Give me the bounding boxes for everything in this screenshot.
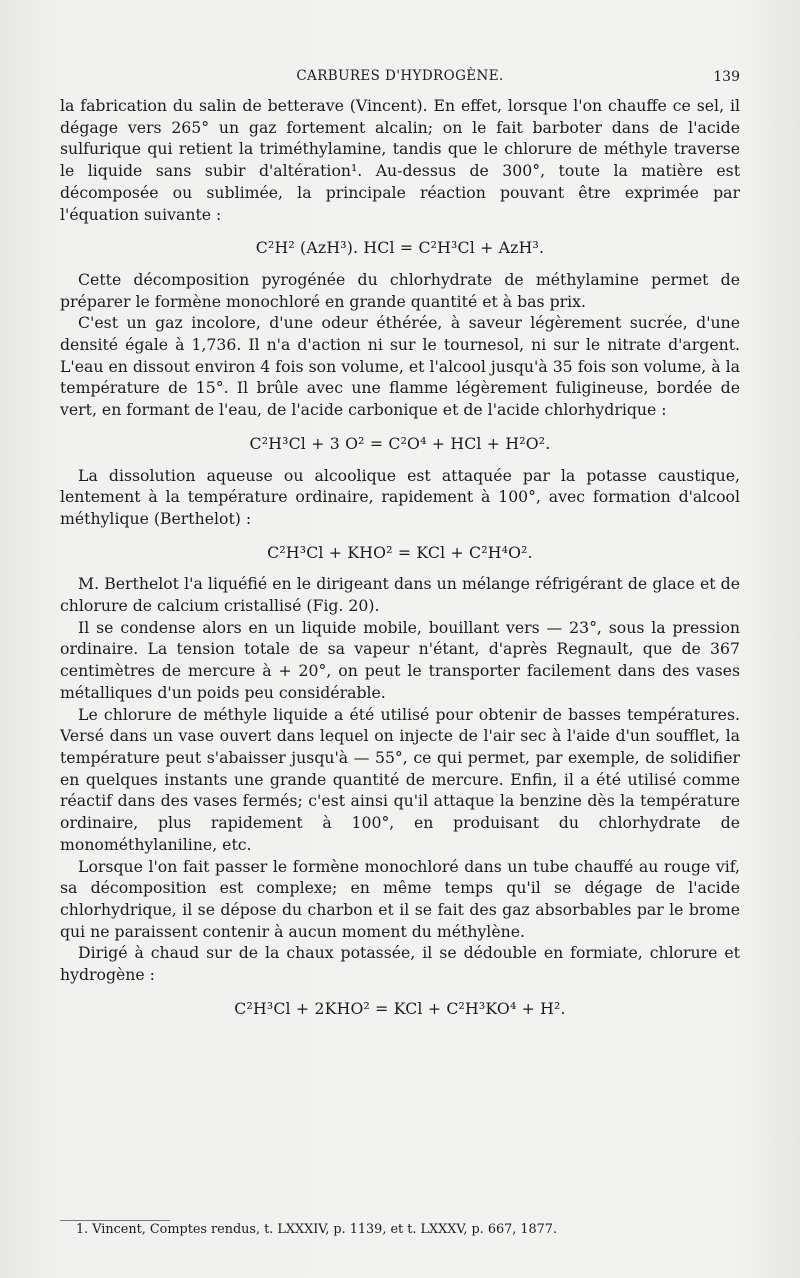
paragraph-dissolution: La dissolution aqueuse ou alcoolique est attaquée par la potasse caustique, lentement à la température ordinaire, rapidement à 100°, avec formation d'alcool méthylique (Berthelot) : — [60, 465, 740, 528]
paragraph-pyrogenee: Cette décomposition pyrogénée du chlorhydrate de méthylamine permet de préparer le formène monochloré en grande quantité et à bas prix. — [60, 269, 740, 311]
paragraph-chaux-potassee: Dirigé à chaud sur de la chaux potassée, il se dédouble en formiate, chlorure et hydrogène : — [60, 943, 740, 985]
equation-combustion: C²H³Cl + 3 O² = C²O⁴ + HCl + H²O². — [249, 433, 551, 453]
page-number: 139 — [713, 69, 740, 85]
equation-decomposition: C²H² (AzH³). HCl = C²H³Cl + AzH³. — [255, 238, 545, 258]
paragraph-liquefaction: M. Berthelot l'a liquéfié en le dirigeant dans un mélange réfrigérant de glace et de chlorure de calcium cristallisé (Fig. 20). — [60, 574, 740, 616]
footnote: 1. Vincent, Comptes rendus, t. LXXXIV, p. 1139, et t. LXXXV, p. 667, 1877. — [76, 1222, 558, 1237]
paragraph-condensation: Il se condense alors en un liquide mobile, bouillant vers — 23°, sous la pression ordinaire. La tension totale de sa vapeur n'étant, d'après Regnault, que de 367 centimètres de mercure à + 20°, on peut le transporter facilement dans des vases métalliques d'un poids peu considérable. — [60, 617, 740, 702]
equation-formiate: C²H³Cl + 2KHO² = KCl + C²H³KO⁴ + H². — [234, 998, 566, 1018]
running-head: CARBURES D'HYDROGÈNE. — [296, 68, 504, 84]
paragraph-salin: la fabrication du salin de betterave (Vincent). En effet, lorsque l'on chauffe ce sel, il dégage vers 265° un gaz fortement alcalin; on le fait barboter dans de l'acide sulfurique qui retient la triméthylamine, tandis que le chlorure de méthyle traverse le liquide sans subir d'altération¹. Au-dessus de 300°, toute la matière est décomposée ou sublimée, la principale réaction pouvant être exprimée par l'équation suivante : — [60, 96, 740, 224]
paragraph-proprietes: C'est un gaz incolore, d'une odeur éthérée, à saveur légèrement sucrée, d'une densité égale à 1,736. Il n'a d'action ni sur le tournesol, ni sur le nitrate d'argent. L'eau en dissout environ 4 fois son volume, et l'alcool jusqu'à 35 fois son volume, à la température de 15°. Il brûle avec une flamme légèrement fuligineuse, bordée de vert, en formant de l'eau, de l'acide carbonique et de l'acide chlorhydrique : — [60, 313, 740, 420]
footnote-rule — [60, 1220, 170, 1221]
paragraph-basses-temperatures: Le chlorure de méthyle liquide a été utilisé pour obtenir de basses températures. Versé dans un vase ouvert dans lequel on injecte de l'air sec à l'aide d'un soufflet, la température peut s'abaisser jusqu'à — 55°, ce qui permet, par exemple, de solidifier en quelques instants une grande quantité de mercure. Enfin, il a été utilisé comme réactif dans des vases fermés; c'est ainsi qu'il attaque la benzine dès la température ordinaire, plus rapidement à 100°, en produisant du chlorhydrate de monométhylaniline, etc. — [60, 704, 740, 854]
page-header — [60, 68, 740, 92]
equation-potasse: C²H³Cl + KHO² = KCl + C²H⁴O². — [267, 542, 533, 562]
paragraph-decomposition-rouge: Lorsque l'on fait passer le formène monochloré dans un tube chauffé au rouge vif, sa décomposition est complexe; en même temps qu'il se dégage de l'acide chlorhydrique, il se dépose du charbon et il se fait des gaz absorbables par le brome qui ne paraissent contenir à aucun moment du méthylène. — [60, 856, 740, 941]
page-body — [60, 95, 740, 1029]
